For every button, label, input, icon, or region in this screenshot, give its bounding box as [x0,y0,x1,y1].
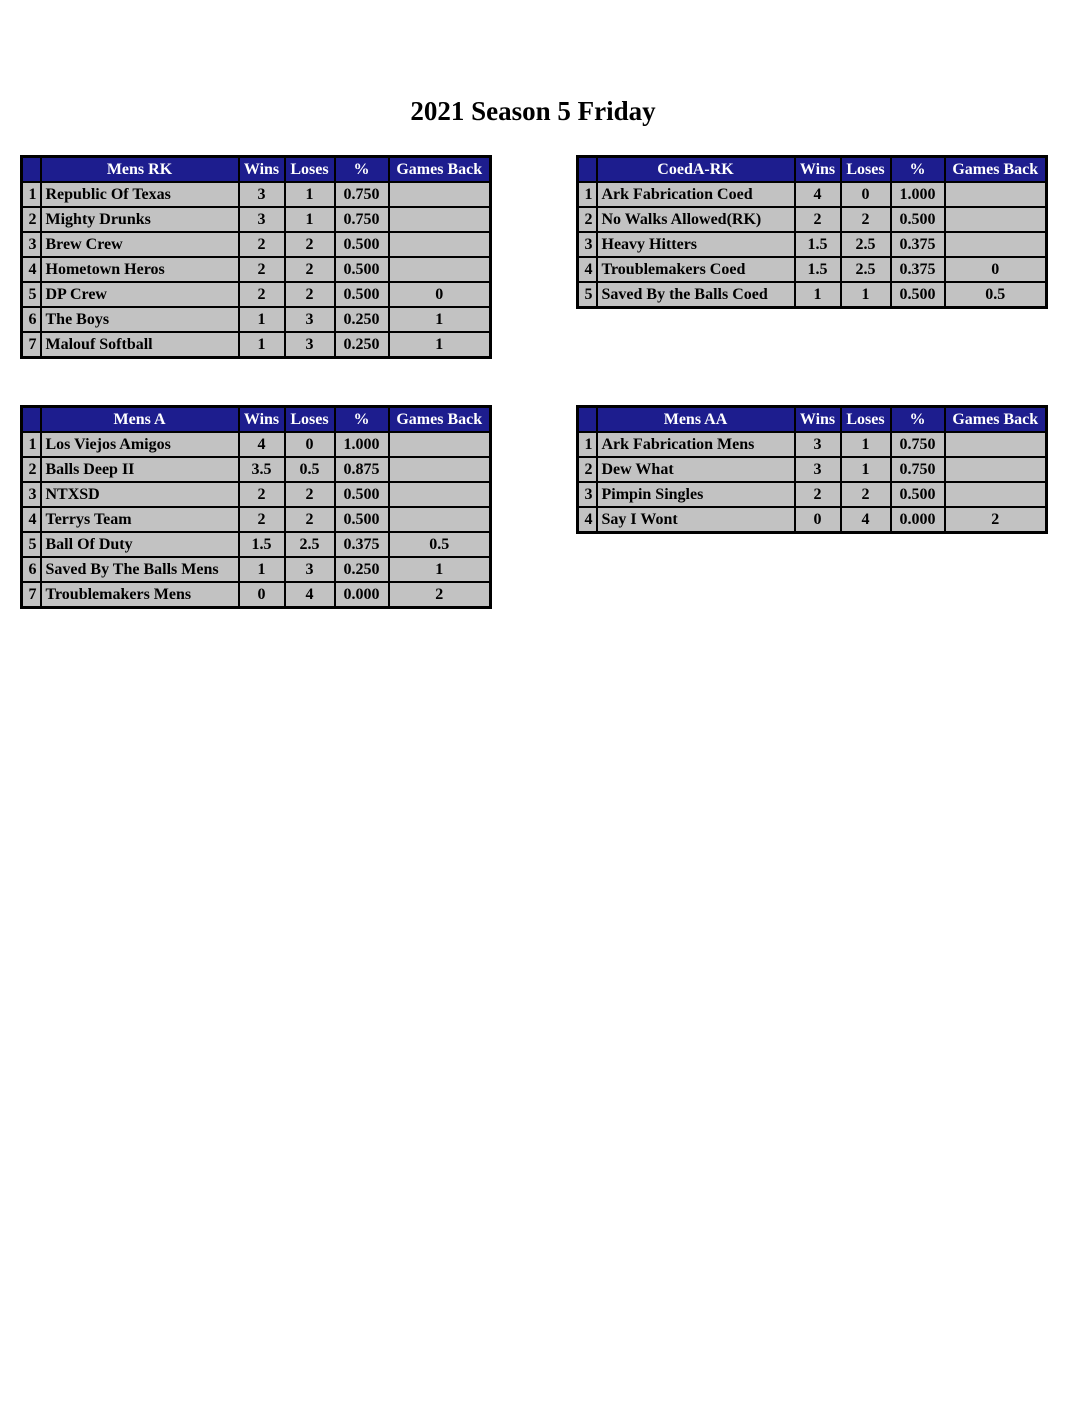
rank-cell: 2 [22,457,41,482]
pct-cell: 0.875 [335,457,389,482]
standings-section-coeda-rk [576,155,1048,309]
pct-cell: 0.500 [891,482,945,507]
loses-column-header: Loses [285,157,335,183]
team-name-cell: Mighty Drunks [41,207,239,232]
rank-cell: 3 [578,232,597,257]
rank-cell: 7 [22,582,41,608]
table-body [578,432,1047,533]
team-name-cell: Troublemakers Mens [41,582,239,608]
loses-cell: 2.5 [841,257,891,282]
rank-cell: 3 [578,482,597,507]
team-name-cell: NTXSD [41,482,239,507]
pct-cell: 0.750 [891,457,945,482]
pct-cell: 0.500 [335,282,389,307]
loses-cell: 2 [841,207,891,232]
wins-column-header: Wins [239,407,285,433]
rank-cell: 3 [22,232,41,257]
team-name-cell: Ball Of Duty [41,532,239,557]
rank-cell: 2 [22,207,41,232]
table-row [22,307,491,332]
games-back-cell [389,482,491,507]
pct-column-header: % [891,407,945,433]
table-row [22,557,491,582]
wins-column-header: Wins [795,407,841,433]
loses-cell: 0.5 [285,457,335,482]
team-name-cell: Troublemakers Coed [597,257,795,282]
games-back-column-header: Games Back [945,157,1047,183]
loses-cell: 2 [285,257,335,282]
pct-cell: 0.375 [335,532,389,557]
games-back-cell [389,457,491,482]
wins-cell: 2 [239,232,285,257]
standings-section-mens-aa [576,405,1048,534]
rank-column-header [22,407,41,433]
standings-table-coeda-rk [576,155,1048,309]
table-row [22,232,491,257]
pct-cell: 0.500 [335,257,389,282]
table-body [22,432,491,608]
games-back-cell: 1 [389,332,491,358]
team-name-cell: Republic Of Texas [41,182,239,207]
rank-cell: 2 [578,457,597,482]
rank-cell: 4 [22,507,41,532]
pct-cell: 0.750 [891,432,945,457]
team-name-cell: Balls Deep II [41,457,239,482]
team-name-cell: Dew What [597,457,795,482]
loses-cell: 2.5 [841,232,891,257]
wins-cell: 1 [239,557,285,582]
pct-cell: 1.000 [891,182,945,207]
header-row [578,407,1047,433]
wins-cell: 4 [795,182,841,207]
loses-cell: 1 [285,207,335,232]
pct-cell: 0.000 [891,507,945,533]
rank-cell: 4 [578,257,597,282]
league-name-header: Mens RK [41,157,239,183]
team-name-cell: Terrys Team [41,507,239,532]
games-back-cell: 0.5 [945,282,1047,308]
header-row [578,157,1047,183]
page-title: 2021 Season 5 Friday [410,96,656,126]
wins-cell: 3 [239,207,285,232]
games-back-cell: 1 [389,557,491,582]
games-back-column-header: Games Back [389,157,491,183]
table-row [22,182,491,207]
pct-cell: 0.750 [335,207,389,232]
loses-cell: 2 [841,482,891,507]
games-back-cell [389,507,491,532]
loses-column-header: Loses [285,407,335,433]
rank-cell: 1 [578,432,597,457]
games-back-cell [389,207,491,232]
pct-cell: 0.250 [335,557,389,582]
rank-cell: 6 [22,307,41,332]
wins-cell: 1 [239,332,285,358]
wins-cell: 3 [795,457,841,482]
table-row [578,207,1047,232]
games-back-cell [945,182,1047,207]
rank-column-header [578,157,597,183]
table-header [578,157,1047,183]
rank-column-header [578,407,597,433]
standings-table-mens-aa [576,405,1048,534]
rank-cell: 3 [22,482,41,507]
table-header [578,407,1047,433]
team-name-cell: Brew Crew [41,232,239,257]
loses-cell: 1 [841,432,891,457]
team-name-cell: DP Crew [41,282,239,307]
pct-column-header: % [891,157,945,183]
pct-cell: 1.000 [335,432,389,457]
rank-cell: 5 [578,282,597,308]
games-back-cell [945,482,1047,507]
standings-section-mens-a [20,405,492,609]
wins-cell: 0 [795,507,841,533]
pct-cell: 0.500 [335,232,389,257]
wins-column-header: Wins [795,157,841,183]
team-name-cell: Pimpin Singles [597,482,795,507]
wins-cell: 2 [795,207,841,232]
games-back-cell [389,432,491,457]
loses-cell: 0 [285,432,335,457]
wins-cell: 2 [239,257,285,282]
team-name-cell: Malouf Softball [41,332,239,358]
loses-cell: 2 [285,507,335,532]
rank-column-header [22,157,41,183]
loses-cell: 0 [841,182,891,207]
rank-cell: 4 [22,257,41,282]
pct-cell: 0.250 [335,307,389,332]
wins-cell: 1 [239,307,285,332]
loses-column-header: Loses [841,407,891,433]
loses-cell: 4 [841,507,891,533]
table-row [578,257,1047,282]
table-row [22,257,491,282]
pct-cell: 0.500 [335,507,389,532]
table-row [22,482,491,507]
pct-cell: 0.250 [335,332,389,358]
wins-column-header: Wins [239,157,285,183]
games-back-cell [389,232,491,257]
standings-table-mens-rk [20,155,492,359]
table-row [22,207,491,232]
rank-cell: 1 [22,182,41,207]
rank-cell: 4 [578,507,597,533]
games-back-cell [389,257,491,282]
table-row [22,507,491,532]
games-back-cell [945,457,1047,482]
team-name-cell: Say I Wont [597,507,795,533]
games-back-cell: 0 [945,257,1047,282]
loses-cell: 3 [285,557,335,582]
loses-cell: 1 [841,457,891,482]
table-row [22,582,491,608]
wins-cell: 1.5 [795,257,841,282]
pct-cell: 0.750 [335,182,389,207]
loses-cell: 3 [285,307,335,332]
games-back-column-header: Games Back [945,407,1047,433]
loses-cell: 1 [285,182,335,207]
table-body [22,182,491,358]
wins-cell: 1 [795,282,841,308]
pct-cell: 0.500 [891,207,945,232]
table-row [22,457,491,482]
team-name-cell: Hometown Heros [41,257,239,282]
games-back-cell [945,432,1047,457]
table-row [578,182,1047,207]
team-name-cell: Saved By the Balls Coed [597,282,795,308]
table-row [578,507,1047,533]
team-name-cell: Ark Fabrication Coed [597,182,795,207]
team-name-cell: No Walks Allowed(RK) [597,207,795,232]
table-row [22,532,491,557]
header-row [22,407,491,433]
wins-cell: 3 [795,432,841,457]
games-back-column-header: Games Back [389,407,491,433]
header-row [22,157,491,183]
rank-cell: 5 [22,282,41,307]
team-name-cell: The Boys [41,307,239,332]
pct-cell: 0.500 [335,482,389,507]
table-body [578,182,1047,308]
table-row [578,457,1047,482]
pct-column-header: % [335,407,389,433]
pct-cell: 0.375 [891,257,945,282]
table-row [22,432,491,457]
league-name-header: CoedA-RK [597,157,795,183]
table-row [578,482,1047,507]
loses-column-header: Loses [841,157,891,183]
wins-cell: 2 [239,482,285,507]
wins-cell: 0 [239,582,285,608]
standings-table-mens-a [20,405,492,609]
league-name-header: Mens AA [597,407,795,433]
rank-cell: 5 [22,532,41,557]
team-name-cell: Ark Fabrication Mens [597,432,795,457]
pct-cell: 0.375 [891,232,945,257]
pct-cell: 0.500 [891,282,945,308]
table-row [22,332,491,358]
loses-cell: 2 [285,232,335,257]
league-name-header: Mens A [41,407,239,433]
table-row [22,282,491,307]
rank-cell: 2 [578,207,597,232]
games-back-cell: 0 [389,282,491,307]
rank-cell: 1 [578,182,597,207]
games-back-cell: 0.5 [389,532,491,557]
loses-cell: 2.5 [285,532,335,557]
loses-cell: 4 [285,582,335,608]
pct-column-header: % [335,157,389,183]
games-back-cell: 2 [389,582,491,608]
wins-cell: 3.5 [239,457,285,482]
wins-cell: 3 [239,182,285,207]
games-back-cell: 2 [945,507,1047,533]
wins-cell: 1.5 [239,532,285,557]
table-header [22,157,491,183]
wins-cell: 4 [239,432,285,457]
loses-cell: 2 [285,282,335,307]
wins-cell: 1.5 [795,232,841,257]
rank-cell: 6 [22,557,41,582]
games-back-cell [945,232,1047,257]
wins-cell: 2 [239,282,285,307]
table-row [578,432,1047,457]
loses-cell: 2 [285,482,335,507]
rank-cell: 7 [22,332,41,358]
standings-section-mens-rk [20,155,492,359]
loses-cell: 1 [841,282,891,308]
rank-cell: 1 [22,432,41,457]
table-row [578,282,1047,308]
wins-cell: 2 [795,482,841,507]
team-name-cell: Saved By The Balls Mens [41,557,239,582]
table-header [22,407,491,433]
loses-cell: 3 [285,332,335,358]
games-back-cell [389,182,491,207]
games-back-cell: 1 [389,307,491,332]
games-back-cell [945,207,1047,232]
pct-cell: 0.000 [335,582,389,608]
team-name-cell: Los Viejos Amigos [41,432,239,457]
wins-cell: 2 [239,507,285,532]
table-row [578,232,1047,257]
team-name-cell: Heavy Hitters [597,232,795,257]
